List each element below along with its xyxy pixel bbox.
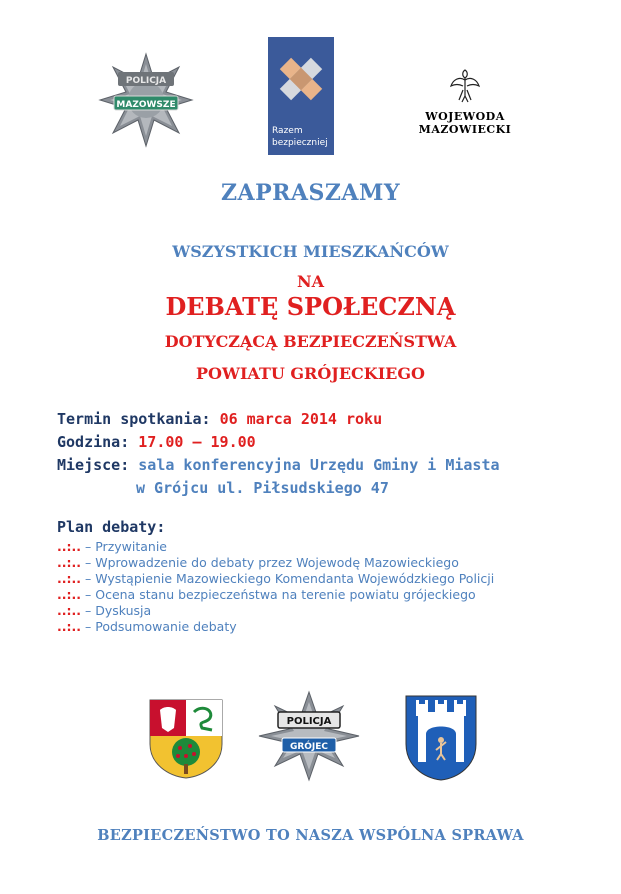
- plan-dash: –: [85, 619, 92, 634]
- plan-item-text: Podsumowanie debaty: [95, 619, 237, 634]
- plan-item: [57, 539, 494, 555]
- godzina-row: [57, 433, 256, 451]
- policja-mazowsze-logo: [98, 52, 194, 148]
- plan-dash: –: [85, 571, 92, 586]
- eagle-icon: [380, 66, 550, 106]
- plan-dash: –: [85, 587, 92, 602]
- heading-powiatu: POWIATU GRÓJECKIEGO: [196, 364, 425, 383]
- razem-line2: bezpieczniej: [272, 138, 328, 148]
- plan-dash: –: [85, 539, 92, 554]
- miejsce-value-line1: sala konferencyjna Urzędu Gminy i Miasta: [138, 456, 500, 474]
- plan-item-text: Wystąpienie Mazowieckiego Komendanta Wojewódzkiego Policji: [95, 571, 495, 586]
- plan-item: [57, 571, 494, 587]
- policja-grojec-logo: [256, 690, 362, 782]
- plan-title: Plan debaty:: [57, 518, 166, 536]
- wojewoda-text: WOJEWODA MAZOWIECKI: [418, 110, 512, 136]
- herb-grojec-logo: [404, 694, 478, 782]
- plan-bullet: ..:..: [57, 619, 81, 634]
- godzina-value: 17.00 – 19.00: [138, 433, 256, 451]
- termin-row: [57, 410, 382, 428]
- heading-zapraszamy: ZAPRASZAMY: [220, 180, 401, 206]
- herb-powiat-grojecki-logo: [148, 698, 224, 780]
- plan-item-text: Dyskusja: [95, 603, 152, 618]
- plan-item-text: Ocena stanu bezpieczeństwa na terenie powiatu grójeckiego: [95, 587, 476, 602]
- miejsce-label: Miejsce:: [57, 456, 130, 474]
- plan-bullet: ..:..: [57, 603, 81, 618]
- heading-debate: DEBATĘ SPOŁECZNĄ: [165, 292, 456, 321]
- razem-line1: Razem: [272, 126, 303, 136]
- policja-grojec-top-text: POLICJA: [286, 716, 332, 727]
- plan-item: [57, 587, 494, 603]
- plan-item: [57, 603, 494, 619]
- miejsce-value-line2: w Grójcu ul. Piłsudskiego 47: [136, 479, 389, 497]
- heading-na: NA: [296, 272, 325, 291]
- godzina-label: Godzina:: [57, 433, 130, 451]
- policja-grojec-bottom-text: GRÓJEC: [289, 742, 329, 752]
- plan-bullet: ..:..: [57, 571, 81, 586]
- plan-dash: –: [85, 603, 92, 618]
- razem-bezpieczniej-logo: [268, 37, 334, 155]
- plan-list: [57, 539, 494, 635]
- plan-item: [57, 555, 494, 571]
- plan-bullet: ..:..: [57, 539, 81, 554]
- miejsce-row: [57, 456, 500, 474]
- plan-item: [57, 619, 494, 635]
- policja-bottom-text: MAZOWSZE: [116, 100, 176, 110]
- heading-dotyczaca: DOTYCZĄCĄ BEZPIECZEŃSTWA: [164, 332, 457, 351]
- plan-item-text: Przywitanie: [95, 539, 167, 554]
- plan-bullet: ..:..: [57, 587, 81, 602]
- plan-dash: –: [85, 555, 92, 570]
- plan-item-text: Wprowadzenie do debaty przez Wojewodę Mazowieckiego: [95, 555, 459, 570]
- policja-top-text: POLICJA: [125, 76, 167, 86]
- footer-slogan: BEZPIECZEŃSTWO TO NASZA WSPÓLNA SPRAWA: [97, 827, 524, 844]
- termin-value: 06 marca 2014 roku: [219, 410, 383, 428]
- plan-bullet: ..:..: [57, 555, 81, 570]
- termin-label: Termin spotkania:: [57, 410, 211, 428]
- heading-wszystkich: WSZYSTKICH MIESZKAŃCÓW: [172, 242, 449, 261]
- wojewoda-logo: [380, 66, 550, 136]
